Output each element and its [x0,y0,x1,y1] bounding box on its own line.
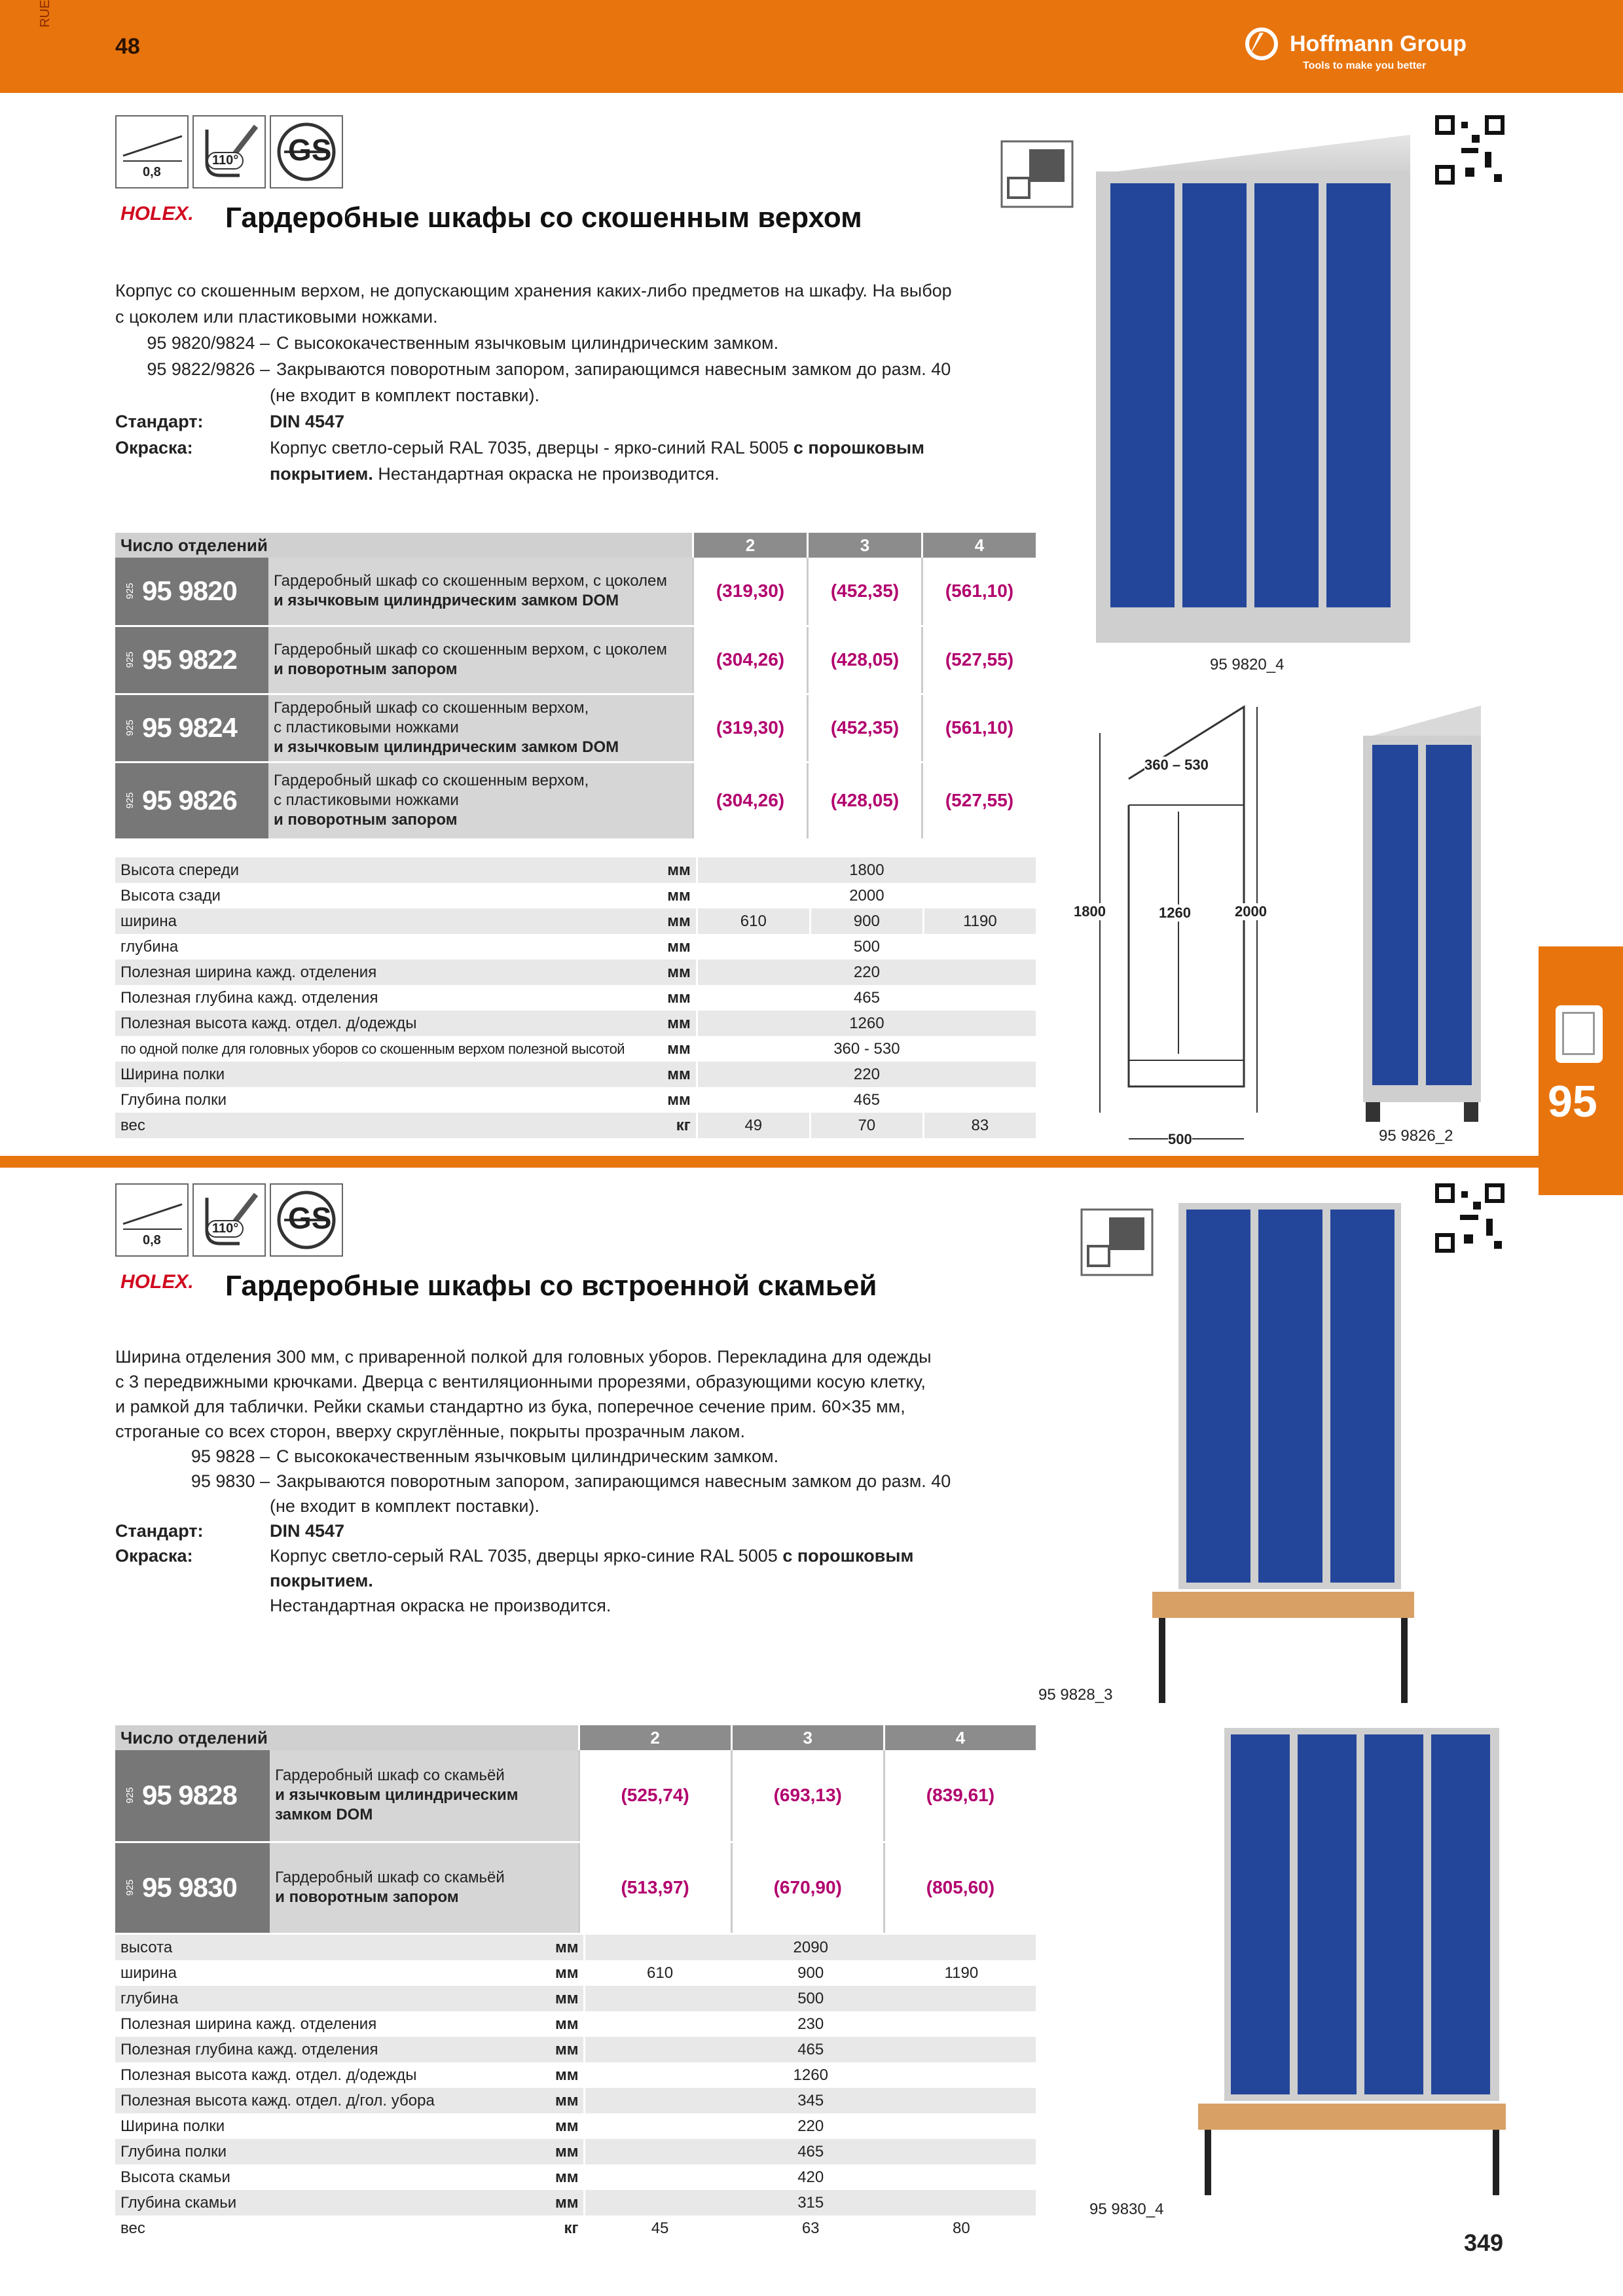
spec-row: Полезная ширина кажд. отделения мм 220 [115,960,1036,985]
locker-icon [1556,1005,1603,1063]
section-separator [0,1156,1539,1168]
hoffmann-logo-icon [1244,26,1279,62]
spec-row: ширина мм 610 900 1190 [115,1960,1036,1986]
page-number: 48 [115,34,140,59]
bench-locker-image-3 [1178,1203,1401,1713]
image-caption: 95 9828_3 [1038,1686,1113,1704]
section1-title: Гардеробные шкафы со скошенным верхом [225,202,862,234]
dimension-drawing: 360 – 530 1800 1260 2000 500 [1074,694,1270,1152]
spec-row: Высота сзади мм 2000 [115,883,1036,908]
thickness-icon: 0,8 [115,115,189,188]
holex-logo: HOLEX. [120,203,194,224]
locker-image-slanted [1096,135,1415,645]
qr-code-icon[interactable] [1435,115,1504,185]
section1-description: Корпус со скошенным верхом, не допускающим хранения каких-либо предметов на шкафу. На выбор с цоколем или пластиковыми ножками. 95 9820/9824 – С высококачественным язычковым цилиндрическим замком. 95 9822/9826 – Закрываются поворотным запором, запирающимся навесным замком до разм. 40 (не входит в комплект поставки). Стандарт: DIN 4547 Окраска: Корпус светло-серый RAL 7035, дверцы - ярко-синий RAL 5005 с порошковым покрытием. Нестандартная окраска не производится. [115,281,952,484]
locker-pictogram-icon [1080,1208,1154,1276]
product-row[interactable]: 925 95 9824 Гардеробный шкаф со скошенным верхом, с пластиковыми ножками и язычковым цилиндрическим замком DOM (319,30) (452,35) (561,10) [115,694,1036,762]
chapter-tab[interactable] [1539,946,1623,1195]
spec-row: глубина мм 500 [115,934,1036,960]
angle-icon: 110° [192,1183,266,1257]
qr-code-icon[interactable] [1435,1183,1504,1253]
spec-row: ширина мм 610 900 1190 [115,908,1036,934]
spec-row: Глубина полки мм 465 [115,2139,1036,2164]
product-row[interactable]: 925 95 9830 Гардеробный шкаф со скамьёй и поворотным запором (513,97) (670,90) (805,60) [115,1842,1036,1933]
locker-image-legs [1363,706,1481,1124]
spec-row: Глубина скамьи мм 315 [115,2190,1036,2215]
spec-row: Полезная глубина кажд. отделения мм 465 [115,2037,1036,2062]
spec-row: Полезная глубина кажд. отделения мм 465 [115,985,1036,1011]
chapter-number: 95 [1548,1077,1597,1126]
spec-row: Полезная высота кажд. отдел. д/одежды мм 1260 [115,1011,1036,1036]
table-header-row: Число отделений 2 3 4 [115,533,1036,558]
section1-spec-table [115,857,1036,1138]
spec-row: Полезная высота кажд. отдел. д/одежды мм 1260 [115,2062,1036,2088]
image-caption: 95 9820_4 [1210,656,1285,673]
product-row[interactable]: 925 95 9822 Гардеробный шкаф со скошенным верхом, с цоколем и поворотным запором (304,26) (428,05) (527,55) [115,626,1036,694]
spec-row: вес кг 45 63 80 [115,2215,1036,2241]
spec-row: высота мм 2090 [115,1935,1036,1960]
holex-logo: HOLEX. [120,1271,194,1293]
spec-row: Глубина полки мм 465 [115,1087,1036,1113]
table-header-row: Число отделений 2 3 4 [115,1725,1036,1750]
locker-pictogram-icon [1000,140,1074,208]
header-bar [0,0,1623,93]
product-row[interactable]: 925 95 9828 Гардеробный шкаф со скамьёй и язычковым цилиндрическим замком DOM (525,74) (693,13) (839,61) [115,1750,1036,1842]
section2-title: Гардеробные шкафы со встроенной скамьей [225,1270,877,1302]
spec-row: глубина мм 500 [115,1986,1036,2011]
section2-spec-table [115,1935,1036,2241]
gs-cert-icon: GS [270,115,343,188]
footer-page-number: 349 [1464,2229,1504,2256]
spec-row: Полезная высота кажд. отдел. д/гол. убора мм 345 [115,2088,1036,2113]
section2-price-table [115,1725,1036,1935]
spec-row: Полезная ширина кажд. отделения мм 230 [115,2011,1036,2037]
product-row[interactable]: 925 95 9826 Гардеробный шкаф со скошенным верхом, с пластиковыми ножками и поворотным запором (304,26) (428,05) (527,55) [115,762,1036,839]
image-caption: 95 9830_4 [1089,2200,1164,2218]
spec-row: Высота спереди мм 1800 [115,857,1036,883]
spec-row: Высота скамьи мм 420 [115,2164,1036,2190]
bench-locker-image-4 [1224,1728,1499,2199]
brand-name: Hoffmann Group [1290,31,1467,56]
spec-row: вес кг 49 70 83 [115,1113,1036,1138]
spec-row: Ширина полки мм 220 [115,2113,1036,2139]
language-code: RUE [38,0,52,27]
gs-cert-icon: GS [270,1183,343,1257]
thickness-icon: 0,8 [115,1183,189,1257]
section1-price-table [115,533,1036,840]
spec-row: по одной полке для головных уборов со скошенным верхом полезной высотой мм 360 - 530 [115,1036,1036,1062]
product-row[interactable]: 925 95 9820 Гардеробный шкаф со скошенным верхом, с цоколем и язычковым цилиндрическим замком DOM (319,30) (452,35) (561,10) [115,558,1036,626]
angle-icon: 110° [192,115,266,188]
section2-description: Ширина отделения 300 мм, с приваренной полкой для головных уборов. Перекладина для одежды с 3 передвижными крючками. Дверца с вентиляционными прорезями, образующими косую клетку, и рамкой для таблички. Рейки скамьи стандартно из бука, поперечное сечение прим. 60×35 мм, строганые со всех сторон, вверху скруглённые, покрыты прозрачным лаком. 95 9828 – С высококачественным язычковым цилиндрическим замком. 95 9830 – Закрываются поворотным запором, запирающимся навесным замком до разм. 40 (не входит в комплект поставки). Стандарт: DIN 4547 Окраска: Корпус светло-серый RAL 7035, дверцы ярко-синие RAL 5005 с порошковым покрытием. Нестандартная окраска не производится. [115,1347,951,1615]
image-caption: 95 9826_2 [1379,1127,1453,1145]
spec-row: Ширина полки мм 220 [115,1062,1036,1087]
brand-tagline: Tools to make you better [1303,60,1427,71]
